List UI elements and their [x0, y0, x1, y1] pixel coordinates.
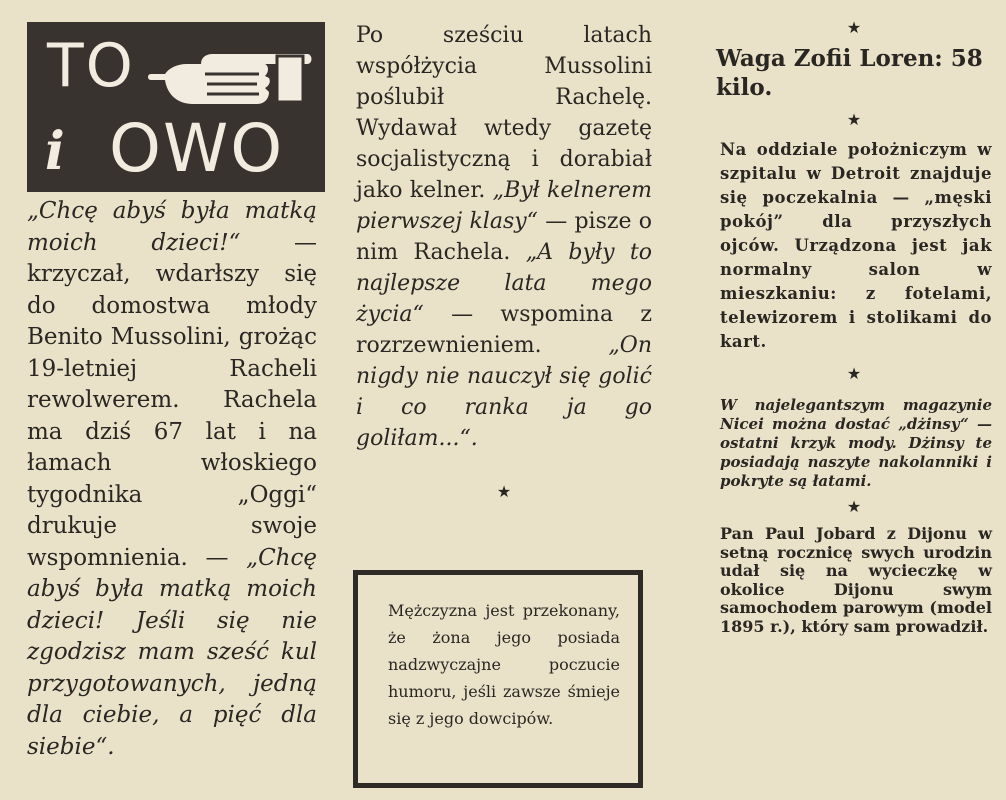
header-owo: OWO [109, 110, 285, 187]
star-separator: ★ [846, 364, 862, 383]
pointing-hand-icon [147, 42, 317, 112]
threat-quote: „Chcę abyś była matką moich dzieci! Jeśli się nie zgodzisz mam sześć kul przygotowanych, jedną dla ciebie, a pięć dla siebie“. [27, 544, 317, 760]
mussolini-article-part1 [27, 196, 317, 763]
aphorism-text: Mężczyzna jest przekonany, że żona jego posiada nadzwyczajne poczucie humoru, jeśli zawsze śmieje się z jego dowcipów. [388, 601, 620, 728]
loren-weight-note: Waga Zofii Loren: 58 kilo. [716, 45, 983, 101]
header-to: TO [47, 31, 135, 101]
star-separator: ★ [846, 497, 862, 516]
article-body: — krzyczał, wdarłszy się do domostwa młody Benito Mussolini, grożąc 19-letniej Racheli rewolwerem. Rachela ma dziś 67 lat i na łamach włoskiego tygodnika „Oggi“ drukuje swoje wspomnienia. — [27, 229, 317, 571]
header-i: i [45, 121, 65, 182]
detroit-note: Na oddziale położniczym w szpitalu w Detroit znajduje się poczekalnia — „męski pokój” dla przyszłych ojców. Urządzona jest jak normalny salon w mieszkaniu: z fotelami, telewizorem i stolikami do kart. [720, 140, 992, 351]
star-separator: ★ [846, 110, 862, 129]
mussolini-article-part2 [356, 20, 652, 500]
star-separator: ★ [846, 18, 862, 37]
dijon-note: Pan Paul Jobard z Dijonu w setną rocznicę swych urodzin udał się na wycieczkę w okolice Dijonu swym samochodem parowym (model 1895 r.), który sam prowadził. [720, 524, 992, 636]
article-text-1: Po sześciu latach współżycia Mussolini poślubił Rachelę. Wydawał wtedy gazetę socjalistyczną i dorabiał jako kelner. [356, 23, 652, 203]
lead-quote: „Chcę abyś była matką moich dzieci!“ [27, 198, 317, 256]
star-separator: ★ [496, 482, 512, 501]
quote-waiter: „Był kelnerem pierwszej klasy“ [356, 178, 653, 234]
short-notes-column [716, 20, 992, 636]
article-text-2: — pisze o nim Rachela. [356, 209, 653, 265]
nice-jeans-note: W najelegantszym magazynie Nicei można dostać „dżinsy“ — ostatni krzyk mody. Dżinsy te posiadają naszyte nakolanniki i pokryte są łatami. [720, 396, 992, 490]
quote-best-years: „A były to najlepsze lata mego życia“ [356, 240, 652, 327]
boxed-aphorism [353, 570, 643, 788]
article-text-3: — wspomina z rozrzewnieniem. [356, 302, 652, 358]
quote-shaving: „On nigdy nie nauczył się golić i co ranka ja go goliłam...“. [356, 333, 652, 451]
column-header-logo [27, 22, 325, 192]
